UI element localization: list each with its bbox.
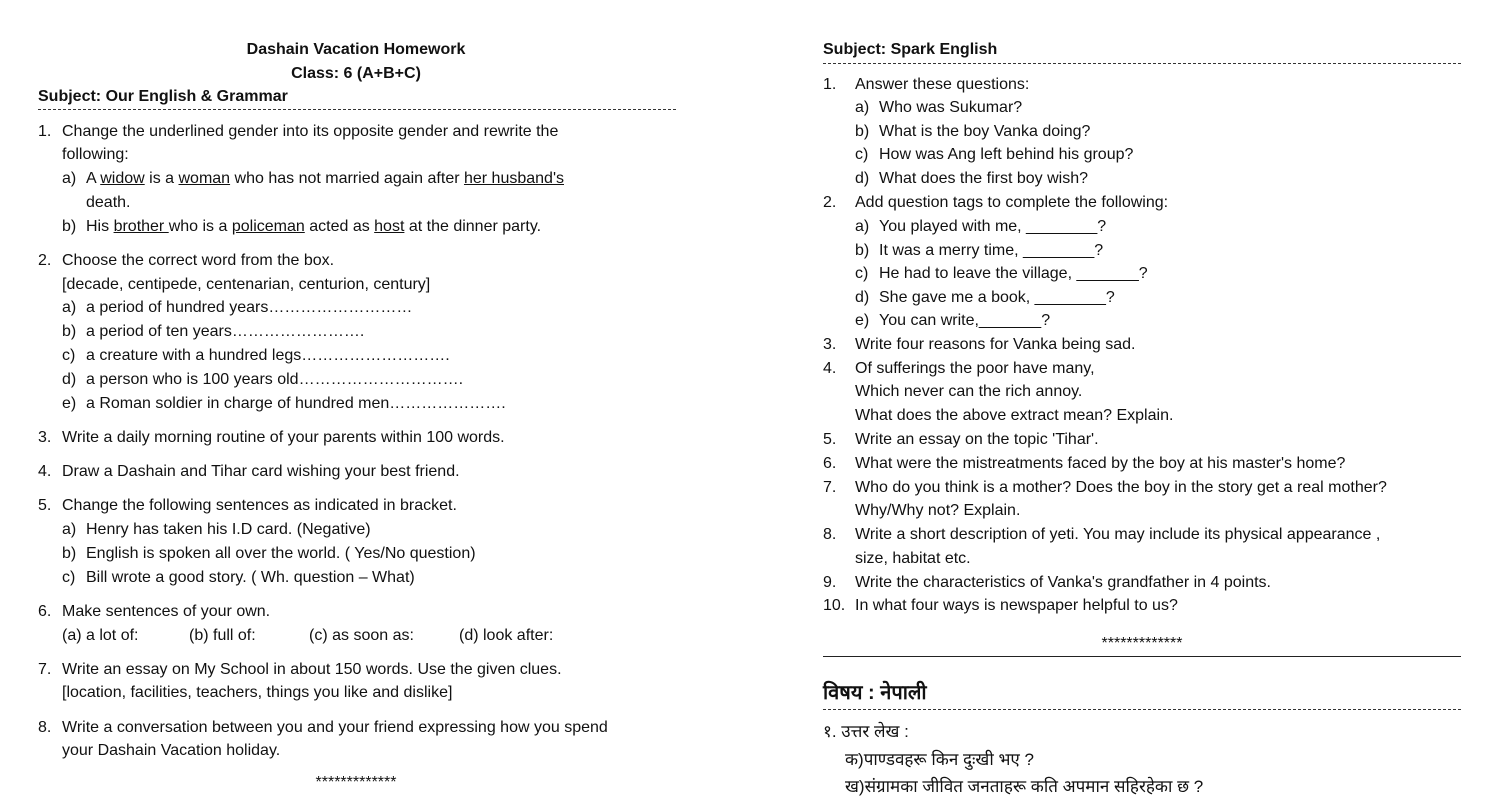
divider xyxy=(823,63,1461,64)
item-letter: c) xyxy=(62,569,76,586)
item-text: His brother who is a policeman acted as host at the dinner party. xyxy=(86,218,542,235)
word-box: [decade, centipede, centenarian, centurion, century] xyxy=(62,276,431,293)
item-text: क)पाण्डवहरू किन दुःखी भए ? xyxy=(845,750,1034,769)
phrase-option: (b) full of: xyxy=(189,627,256,644)
question-text: following: xyxy=(62,146,129,163)
item-letter: a) xyxy=(62,170,77,187)
section-separator-stars: ************* xyxy=(315,774,397,791)
item-letter: a) xyxy=(62,521,77,538)
question-text: Which never can the rich annoy. xyxy=(855,383,1083,400)
divider xyxy=(823,709,1461,710)
question-text: १. उत्तर लेख : xyxy=(823,722,909,741)
question-text: [location, facilities, teachers, things you like and dislike] xyxy=(62,684,453,701)
item-text: He had to leave the village, _______? xyxy=(879,265,1148,282)
divider xyxy=(823,656,1461,657)
question-number: 9. xyxy=(823,574,837,591)
phrase-option: (c) as soon as: xyxy=(309,627,414,644)
question-text: Write a short description of yeti. You may include its physical appearance , xyxy=(855,526,1381,543)
question-text: Change the underlined gender into its opposite gender and rewrite the xyxy=(62,123,559,140)
item-text: a person who is 100 years old…………………………. xyxy=(86,371,464,388)
item-letter: b) xyxy=(62,545,77,562)
item-letter: c) xyxy=(855,146,869,163)
question-number: 5. xyxy=(38,497,52,514)
question-number: 5. xyxy=(823,431,837,448)
item-text: She gave me a book, ________? xyxy=(879,289,1115,306)
subject-heading: Subject: Spark English xyxy=(823,41,998,58)
item-text: a period of hundred years……………………… xyxy=(86,299,413,316)
item-text: death. xyxy=(86,194,131,211)
question-text: In what four ways is newspaper helpful to us? xyxy=(855,597,1178,614)
item-letter: b) xyxy=(855,242,870,259)
question-text: Write an essay on the topic 'Tihar'. xyxy=(855,431,1099,448)
question-number: 1. xyxy=(823,76,837,93)
question-number: 8. xyxy=(38,719,52,736)
item-letter: a) xyxy=(855,218,870,235)
item-text: You played with me, ________? xyxy=(879,218,1107,235)
question-text: Write an essay on My School in about 150 words. Use the given clues. xyxy=(62,661,562,678)
question-number: 7. xyxy=(38,661,52,678)
item-letter: d) xyxy=(62,371,77,388)
question-number: 6. xyxy=(38,603,52,620)
question-text: What were the mistreatments faced by the boy at his master's home? xyxy=(855,455,1346,472)
item-text: A widow is a woman who has not married again after her husband's xyxy=(86,170,564,187)
item-letter: e) xyxy=(855,312,870,329)
question-text: Write four reasons for Vanka being sad. xyxy=(855,336,1136,353)
question-number: 3. xyxy=(38,429,52,446)
question-number: 8. xyxy=(823,526,837,543)
question-text: Write a conversation between you and your friend expressing how you spend xyxy=(62,719,608,736)
item-letter: d) xyxy=(855,170,870,187)
item-text: a creature with a hundred legs………………………. xyxy=(86,347,450,364)
nepali-subject-heading: विषय : नेपाली xyxy=(823,682,927,704)
question-text: Write a daily morning routine of your parents within 100 words. xyxy=(62,429,505,446)
item-text: a period of ten years……………………. xyxy=(86,323,365,340)
item-text: Bill wrote a good story. ( Wh. question – What) xyxy=(86,569,415,586)
question-text: Change the following sentences as indicated in bracket. xyxy=(62,497,457,514)
question-text: Of sufferings the poor have many, xyxy=(855,360,1095,377)
question-number: 7. xyxy=(823,479,837,496)
item-text: What is the boy Vanka doing? xyxy=(879,123,1091,140)
question-number: 1. xyxy=(38,123,52,140)
question-text: Make sentences of your own. xyxy=(62,603,271,620)
question-number: 10. xyxy=(823,597,846,614)
item-text: a Roman soldier in charge of hundred men…………………. xyxy=(86,395,506,412)
item-text: Who was Sukumar? xyxy=(879,99,1023,116)
item-text: What does the first boy wish? xyxy=(879,170,1088,187)
question-text: Who do you think is a mother? Does the boy in the story get a real mother? xyxy=(855,479,1387,496)
divider xyxy=(38,109,676,110)
item-text: You can write,_______? xyxy=(879,312,1051,329)
question-text: size, habitat etc. xyxy=(855,550,971,567)
item-text: How was Ang left behind his group? xyxy=(879,146,1134,163)
question-text: Choose the correct word from the box. xyxy=(62,252,335,269)
question-text: your Dashain Vacation holiday. xyxy=(62,742,281,759)
item-letter: d) xyxy=(855,289,870,306)
question-text: Why/Why not? Explain. xyxy=(855,502,1021,519)
item-letter: e) xyxy=(62,395,77,412)
item-letter: b) xyxy=(62,323,77,340)
homework-title: Dashain Vacation Homework xyxy=(246,41,466,58)
item-text: English is spoken all over the world. ( Yes/No question) xyxy=(86,545,476,562)
question-number: 2. xyxy=(823,194,837,211)
item-text: It was a merry time, ________? xyxy=(879,242,1104,259)
section-separator-stars: ************* xyxy=(1101,635,1183,652)
phrase-option: (a) a lot of: xyxy=(62,627,139,644)
question-number: 4. xyxy=(38,463,52,480)
subject-heading: Subject: Our English & Grammar xyxy=(38,88,288,105)
item-text: ख)संग्रामका जीवित जनताहरू कति अपमान सहिरहेका छ ? xyxy=(845,777,1204,796)
question-number: 2. xyxy=(38,252,52,269)
question-number: 3. xyxy=(823,336,837,353)
item-text: Henry has taken his I.D card. (Negative) xyxy=(86,521,371,538)
item-letter: b) xyxy=(62,218,77,235)
item-letter: c) xyxy=(62,347,76,364)
item-letter: a) xyxy=(855,99,870,116)
item-letter: c) xyxy=(855,265,869,282)
question-text: What does the above extract mean? Explain. xyxy=(855,407,1174,424)
phrase-option: (d) look after: xyxy=(459,627,554,644)
question-text: Draw a Dashain and Tihar card wishing your best friend. xyxy=(62,463,460,480)
question-number: 4. xyxy=(823,360,837,377)
question-number: 6. xyxy=(823,455,837,472)
item-letter: b) xyxy=(855,123,870,140)
question-text: Answer these questions: xyxy=(855,76,1030,93)
class-label: Class: 6 (A+B+C) xyxy=(291,65,421,82)
question-text: Add question tags to complete the following: xyxy=(855,194,1169,211)
question-text: Write the characteristics of Vanka's grandfather in 4 points. xyxy=(855,574,1271,591)
item-letter: a) xyxy=(62,299,77,316)
